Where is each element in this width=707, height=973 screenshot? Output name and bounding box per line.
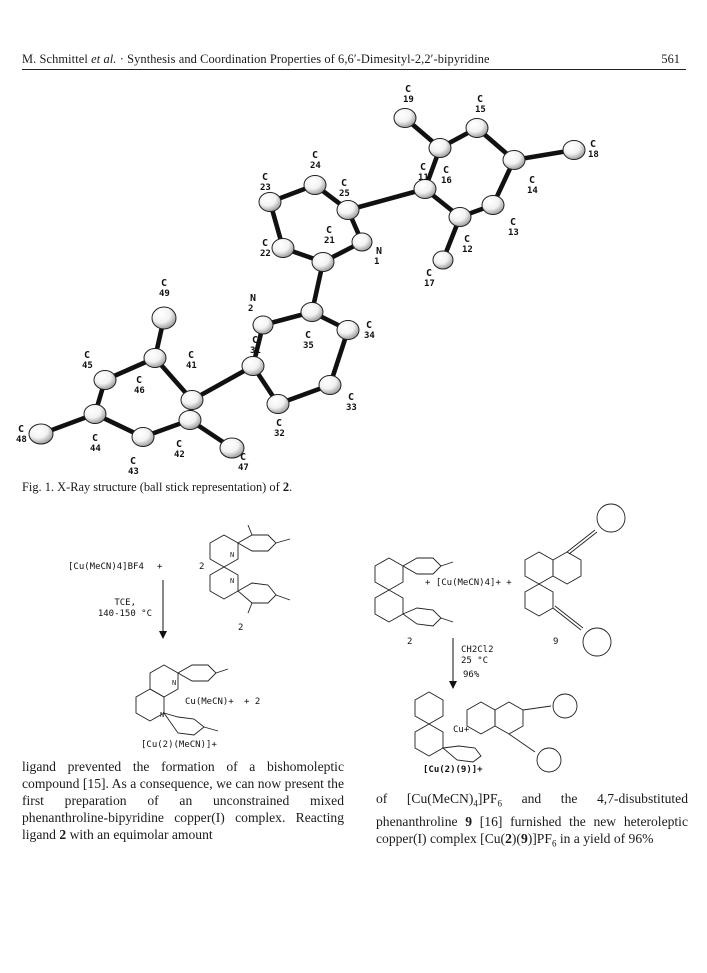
right-ligand-2-structure	[375, 558, 453, 626]
right-reaction-arrow	[449, 638, 457, 689]
atom-label-element: C	[188, 350, 195, 361]
right-text-1: of [Cu(MeCN)	[376, 791, 474, 806]
atom-label-number: 33	[346, 403, 357, 413]
atom-label-number: 42	[174, 450, 185, 460]
left-bold-2: 2	[59, 827, 67, 842]
atom-label-number: 43	[128, 467, 139, 477]
atoms	[29, 109, 585, 459]
atom-label-element: C	[341, 178, 348, 189]
atom-label-number: 14	[527, 186, 538, 196]
scheme-right	[355, 490, 695, 795]
ligand-2-structure	[210, 525, 290, 613]
left-text-1: ligand prevented the formation of a bishomoleptic compound [15]. As a consequence, we can now present the first preparation of an unconstrained mixed phenanthroline-bipyridine copper(I) complex. Reacting ligand	[22, 759, 344, 842]
atom-label-number: 13	[508, 228, 519, 238]
atom-label-number: 47	[238, 463, 249, 473]
atom-label-element: C	[312, 150, 319, 161]
header-authors: M. Schmittel	[22, 52, 88, 66]
atom-label-element: C	[405, 84, 412, 95]
atom-label-element: C	[590, 139, 597, 150]
atom-label-number: 22	[260, 249, 271, 259]
atom-label-number: 41	[186, 361, 197, 371]
right-sub-2: 6	[497, 798, 503, 809]
atom-label-number: 49	[159, 289, 170, 299]
left-temp: 140-150 °C	[97, 609, 152, 619]
atom-label-number: 34	[364, 331, 375, 341]
atom-label-element: C	[18, 424, 25, 435]
right-text-5: )(	[511, 830, 521, 846]
atom-label-element: C	[276, 418, 283, 429]
right-text-6: )]PF	[527, 830, 552, 846]
atom-label-element: C	[426, 268, 433, 279]
atom-label-element: C	[84, 350, 91, 361]
atom-label-number: 25	[339, 189, 350, 199]
right-plus-cu: + [Cu(MeCN)4]+ +	[425, 578, 512, 588]
atom-label-number: 32	[274, 429, 285, 439]
atom-label-element: C	[176, 439, 183, 450]
atom-label-number: 23	[260, 183, 271, 193]
header-title: · Synthesis and Coordination Properties of 6,6′-Dimesityl-2,2′-bipyridine	[116, 52, 490, 66]
atom-label-element: C	[92, 433, 99, 444]
atom-label-number: 17	[424, 279, 435, 289]
svg-text:N: N	[172, 679, 177, 687]
right-text-3: and the 4,7-disubstituted phenanthroline	[376, 791, 688, 829]
atom-label-element: C	[420, 162, 427, 173]
atom-label-element: C	[130, 456, 137, 467]
left-plus: +	[157, 562, 163, 572]
right-text-2: ]PF	[477, 791, 498, 806]
right-bold-9b: 9	[520, 830, 528, 846]
left-coef: 2	[199, 562, 205, 572]
right-bold-9: 9	[465, 813, 473, 829]
atom-label-element: C	[510, 217, 517, 228]
atom-label-element: C	[477, 94, 484, 105]
body-column-right	[376, 790, 688, 852]
svg-text:N: N	[160, 711, 165, 719]
right-ligand-label: 2	[407, 637, 413, 647]
atom-label-element: C	[464, 234, 471, 245]
atom-label-number: 19	[403, 95, 414, 105]
right-product-label: [Cu(2)(9)]+	[423, 765, 483, 775]
atom-label-number: 35	[303, 341, 314, 351]
atom-label-number: 21	[324, 236, 335, 246]
right-text-7: in a yield of 96%	[556, 830, 654, 846]
right-yield: 96%	[463, 670, 480, 680]
atom-label-number: 1	[374, 257, 380, 267]
atom-label-element: C	[161, 278, 168, 289]
right-sub-1: 4	[473, 798, 478, 809]
svg-text:N: N	[230, 577, 235, 585]
atom-label-number: 12	[462, 245, 473, 255]
atom-label-element: N	[250, 293, 257, 304]
left-reaction-arrow	[159, 580, 167, 639]
figure-caption: Fig. 1. X-Ray structure (ball stick representation) of 2.	[22, 480, 293, 494]
atom-label-number: 45	[82, 361, 93, 371]
xray-structure-figure	[0, 0, 707, 480]
atom-label-number: 15	[475, 105, 486, 115]
atom-label-element: C	[366, 320, 373, 331]
atom-label-element: N	[376, 246, 383, 257]
svg-text:N: N	[230, 551, 235, 559]
atom-label-element: C	[305, 330, 312, 341]
atom-label-number: 24	[310, 161, 321, 171]
atom-label-element: C	[240, 452, 247, 463]
scheme-left	[20, 505, 360, 770]
left-product-cu: Cu(MeCN)+	[185, 697, 234, 707]
left-reactant: [Cu(MeCN)4]BF4	[68, 562, 144, 572]
left-product-label: [Cu(2)(MeCN)]+	[141, 740, 217, 750]
left-text-2: with an equimolar amount	[66, 827, 213, 842]
atom-label-element: C	[326, 225, 333, 236]
right-solvent: CH2Cl2	[461, 645, 494, 655]
left-solvent: TCE,	[114, 598, 136, 608]
atom-label-element: C	[529, 175, 536, 186]
atom-label-number: 18	[588, 150, 599, 160]
header-et-al: et al.	[91, 52, 117, 66]
right-sub-3: 6	[551, 838, 557, 849]
caption-compound: 2	[282, 480, 290, 494]
left-ligand-label: 2	[238, 623, 244, 633]
phenanthroline-9-structure	[525, 504, 625, 656]
atom-label-element: C	[443, 165, 450, 176]
atom-label-element: C	[252, 335, 259, 346]
atom-label-number: 44	[90, 444, 101, 454]
right-cu-label: Cu+	[453, 725, 470, 735]
right-bold-2: 2	[505, 830, 512, 846]
atom-label-number: 48	[16, 435, 27, 445]
bonds	[41, 118, 574, 448]
atom-label-number: 16	[441, 176, 452, 186]
right-phen-label: 9	[553, 637, 559, 647]
body-column-left	[22, 758, 344, 843]
atom-label-number: 11	[418, 173, 429, 183]
page-number: 561	[661, 52, 680, 66]
caption-text: Fig. 1. X-Ray structure (ball stick representation) of	[22, 480, 280, 494]
atom-label-number: 2	[248, 304, 254, 314]
atom-label-element: C	[136, 375, 143, 386]
atom-label-number: 46	[134, 386, 145, 396]
right-temp: 25 °C	[461, 656, 489, 666]
atom-label-number: 31	[250, 346, 261, 356]
cu-heteroleptic-complex-structure	[415, 692, 577, 772]
atom-label-element: C	[262, 238, 269, 249]
atom-label-element: C	[348, 392, 355, 403]
atom-label-element: C	[262, 172, 269, 183]
left-product-plus: + 2	[244, 697, 261, 707]
right-text-4: [16] furnished the new heteroleptic copper(I) complex [Cu(	[376, 813, 688, 846]
